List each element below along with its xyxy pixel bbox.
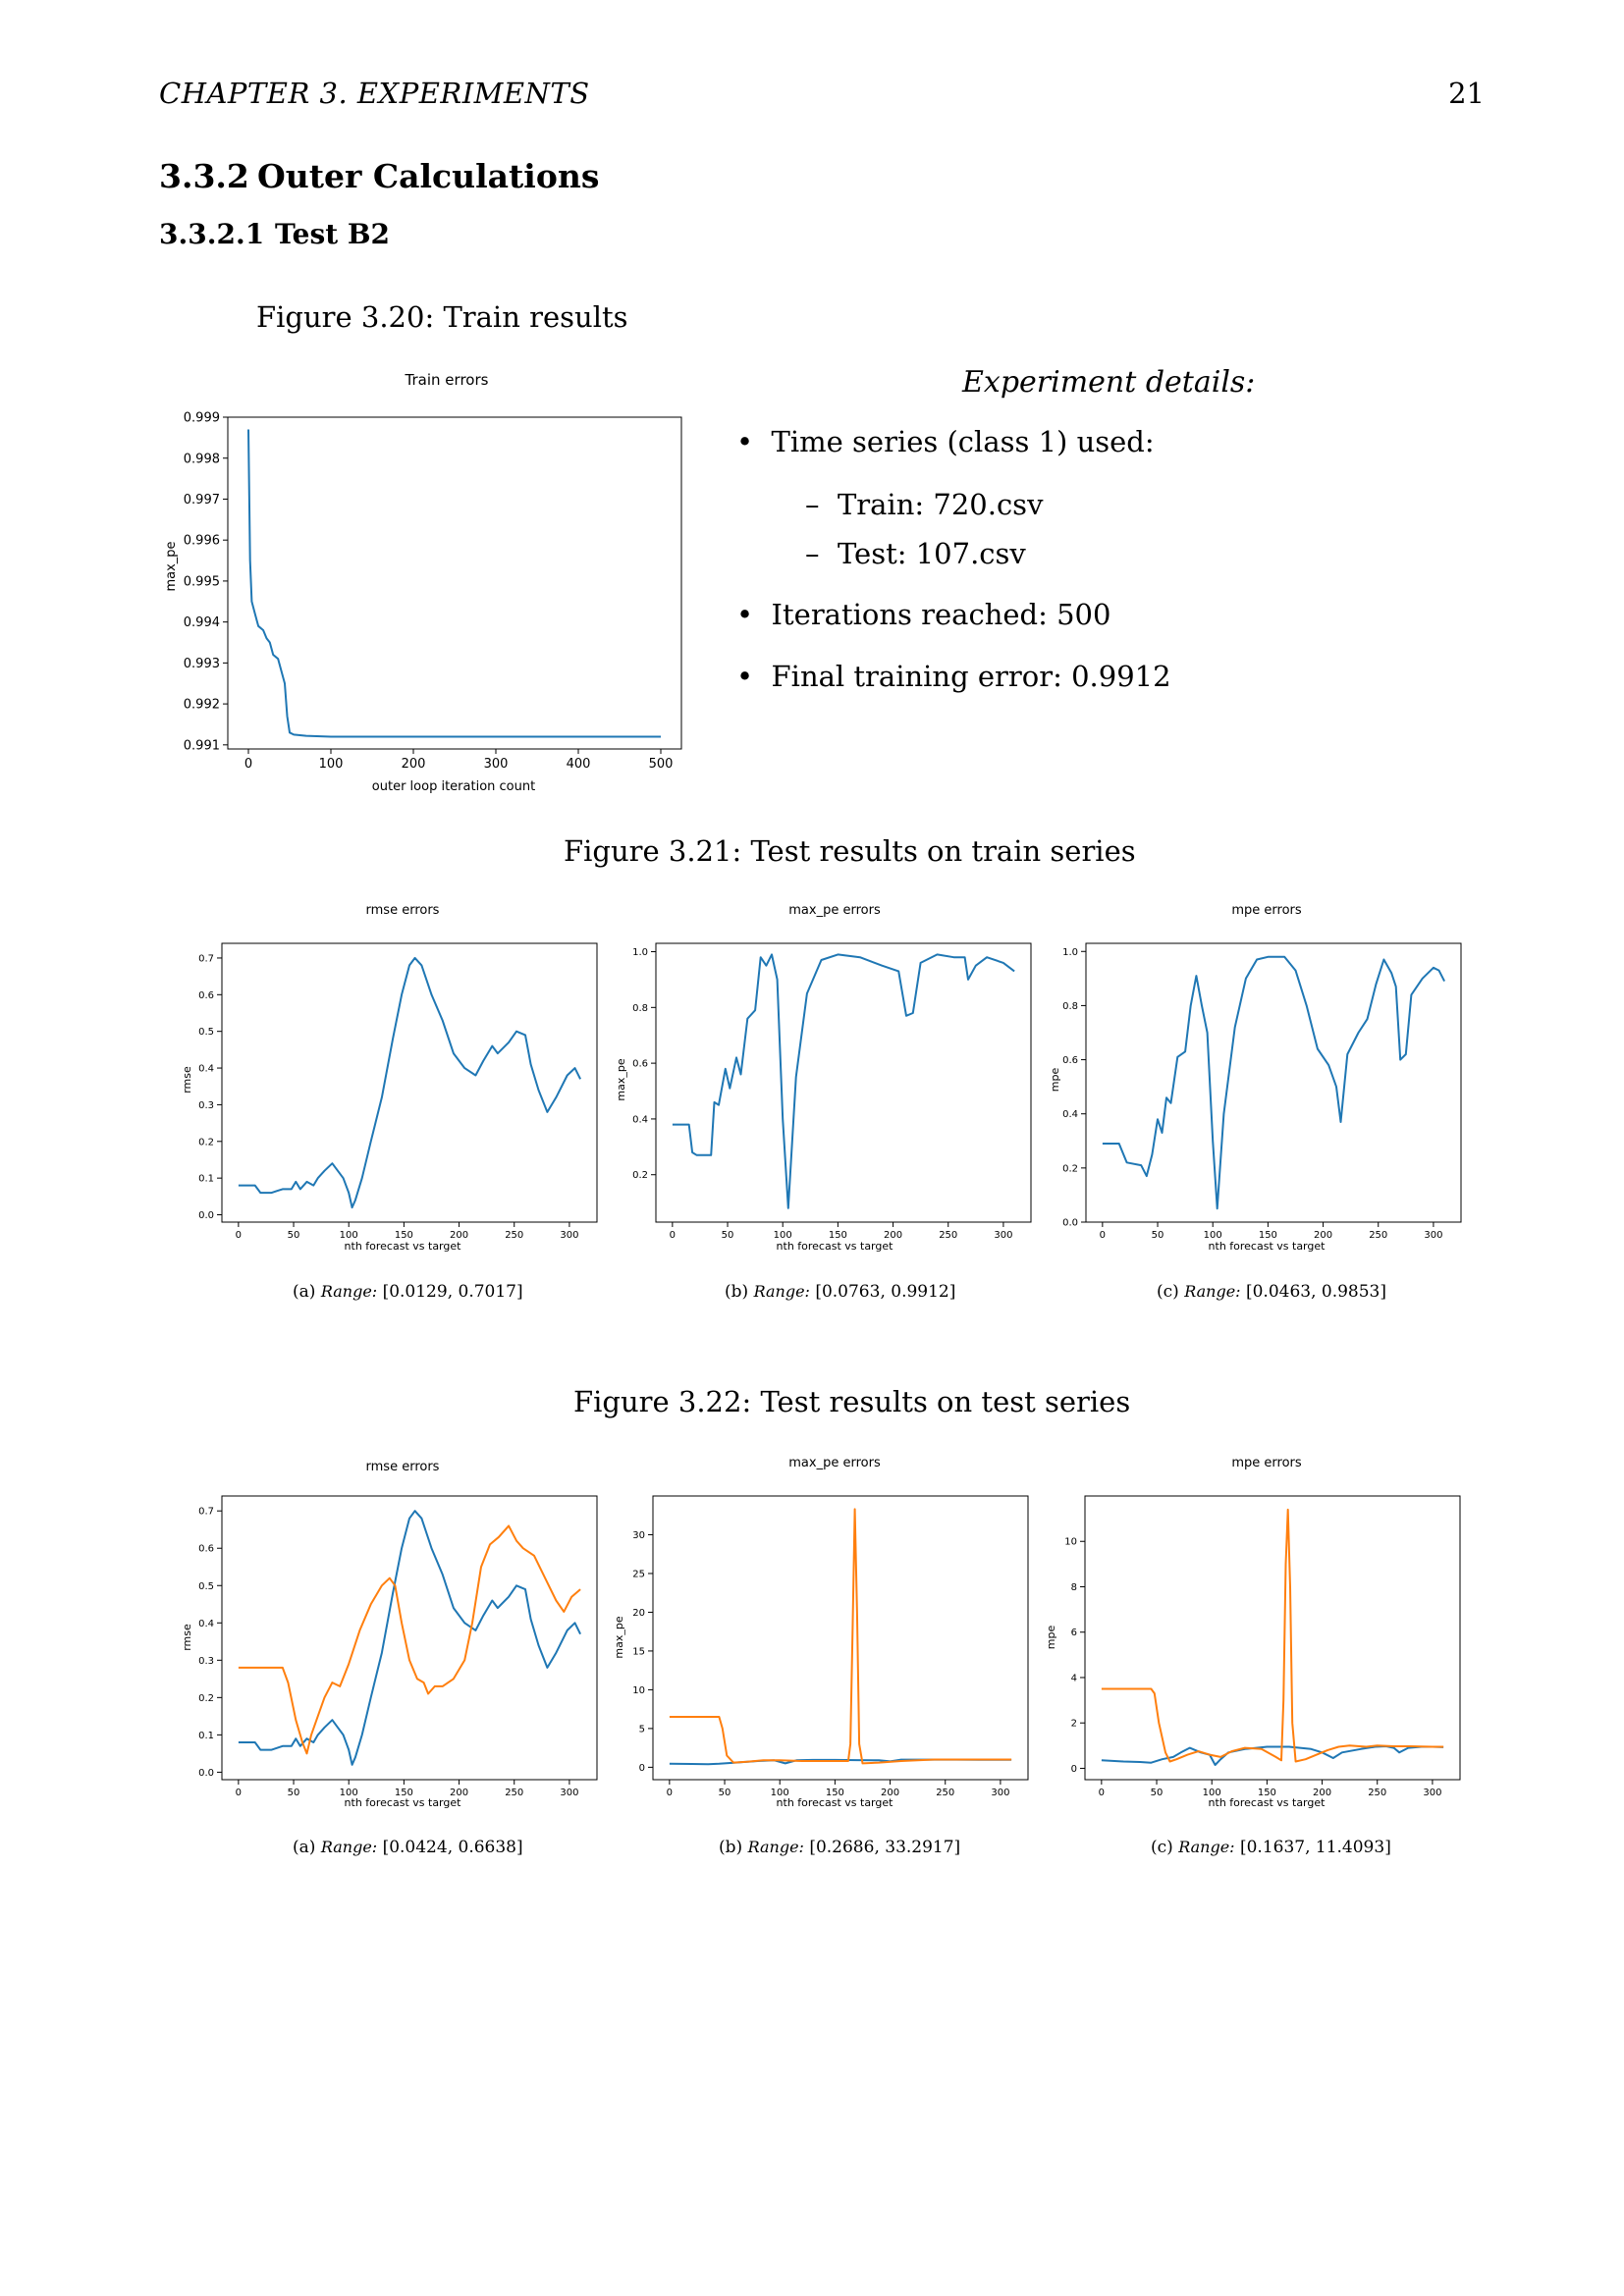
y-tick-label: 0.5 — [198, 1580, 214, 1592]
y-axis-label: max_pe — [164, 541, 179, 592]
y-tick-label: 0.4 — [198, 1618, 214, 1629]
y-tick-label: 0.6 — [198, 1543, 214, 1555]
y-tick-label: 0.995 — [183, 574, 220, 590]
y-tick-label: 0.8 — [1062, 1000, 1078, 1012]
x-tick-label: 100 — [339, 1788, 358, 1798]
y-tick-label: 5 — [638, 1724, 645, 1735]
detail-sub-item: – Test: 107.csv — [805, 537, 1026, 570]
x-tick-label: 0 — [666, 1788, 674, 1798]
x-tick-label: 200 — [881, 1788, 900, 1798]
x-tick-label: 300 — [1423, 1788, 1442, 1798]
x-tick-label: 300 — [991, 1788, 1010, 1798]
x-tick-label: 150 — [828, 1230, 847, 1241]
rmse-errors-chart-train — [167, 898, 599, 1252]
y-tick-label: 0 — [638, 1762, 645, 1774]
y-tick-label: 8 — [1070, 1581, 1077, 1593]
y-axis-label: rmse — [181, 1066, 193, 1094]
subcaption: (c) Range: [0.1637, 11.4093] — [1151, 1838, 1391, 1857]
chart-title: rmse errors — [365, 1460, 440, 1474]
plot-frame — [1086, 943, 1461, 1222]
series-line — [1103, 957, 1444, 1208]
x-axis-label: outer loop iteration count — [371, 779, 536, 794]
max-pe-errors-chart-test — [599, 1451, 1031, 1814]
y-tick-label: 0 — [1070, 1763, 1077, 1775]
subcaption: (c) Range: [0.0463, 0.9853] — [1157, 1282, 1387, 1302]
x-tick-label: 250 — [1369, 1230, 1388, 1241]
x-tick-label: 300 — [560, 1230, 579, 1241]
x-axis-label: nth forecast vs target — [776, 1240, 893, 1252]
detail-item: • Time series (class 1) used: — [736, 425, 1155, 458]
x-tick-label: 100 — [1202, 1788, 1221, 1798]
x-tick-label: 200 — [1313, 1788, 1332, 1798]
detail-sub-item: – Train: 720.csv — [805, 488, 1044, 521]
y-axis-label: mpe — [1045, 1625, 1057, 1650]
subsection-title: Test B2 — [275, 218, 391, 250]
y-tick-label: 10 — [632, 1684, 645, 1696]
y-tick-label: 0.0 — [1062, 1217, 1078, 1229]
x-tick-label: 50 — [1151, 1230, 1164, 1241]
y-tick-label: 0.3 — [198, 1099, 214, 1111]
x-tick-label: 100 — [773, 1230, 792, 1241]
y-tick-label: 0.1 — [198, 1173, 214, 1185]
x-tick-label: 50 — [287, 1230, 300, 1241]
y-axis-label: rmse — [181, 1624, 193, 1651]
x-tick-label: 0 — [1098, 1788, 1106, 1798]
x-tick-label: 50 — [718, 1788, 731, 1798]
rmse-errors-chart-test — [167, 1451, 599, 1814]
plot-frame — [653, 1496, 1028, 1780]
chart-title: max_pe errors — [788, 1456, 881, 1470]
y-tick-label: 0.7 — [198, 953, 214, 965]
x-tick-label: 300 — [1424, 1230, 1443, 1241]
y-tick-label: 0.6 — [1062, 1055, 1078, 1067]
series-line — [673, 954, 1014, 1207]
y-tick-label: 0.3 — [198, 1655, 214, 1667]
x-tick-label: 300 — [994, 1230, 1013, 1241]
subcaption: (b) Range: [0.0763, 0.9912] — [725, 1282, 956, 1302]
x-tick-label: 250 — [1368, 1788, 1387, 1798]
series-line — [1102, 1510, 1443, 1762]
y-tick-label: 6 — [1070, 1628, 1077, 1639]
x-tick-label: 50 — [721, 1230, 734, 1241]
mpe-errors-chart-train — [1035, 898, 1467, 1252]
section-title: Outer Calculations — [257, 157, 600, 195]
x-axis-label: nth forecast vs target — [1208, 1240, 1326, 1252]
plot-frame — [1085, 1496, 1460, 1780]
x-tick-label: 400 — [566, 757, 591, 772]
y-tick-label: 0.1 — [198, 1730, 214, 1741]
y-tick-label: 0.2 — [1062, 1163, 1078, 1175]
mpe-errors-chart-test — [1031, 1451, 1463, 1814]
y-tick-label: 25 — [632, 1569, 645, 1580]
y-tick-label: 0.6 — [198, 989, 214, 1001]
y-tick-label: 0.993 — [183, 656, 220, 671]
y-tick-label: 0.7 — [198, 1506, 214, 1518]
series-line — [248, 430, 661, 737]
y-tick-label: 0.996 — [183, 533, 220, 549]
y-tick-label: 2 — [1070, 1718, 1077, 1730]
x-tick-label: 150 — [1258, 1230, 1277, 1241]
y-tick-label: 0.998 — [183, 452, 220, 467]
x-axis-label: nth forecast vs target — [344, 1240, 461, 1252]
x-tick-label: 50 — [287, 1788, 300, 1798]
y-tick-label: 0.2 — [198, 1692, 214, 1704]
x-tick-label: 250 — [936, 1788, 955, 1798]
y-axis-label: mpe — [1049, 1067, 1061, 1093]
section-heading — [159, 157, 599, 195]
figure-3-22-caption: Figure 3.22: Test results on test series — [573, 1385, 1131, 1418]
x-tick-label: 0 — [244, 757, 253, 772]
x-tick-label: 0 — [235, 1788, 243, 1798]
y-tick-label: 30 — [632, 1529, 645, 1541]
series-line — [239, 958, 580, 1207]
page-number: 21 — [1448, 77, 1485, 110]
y-tick-label: 0.8 — [632, 1002, 648, 1014]
subsection-number: 3.3.2.1 — [159, 218, 265, 250]
y-tick-label: 1.0 — [632, 947, 648, 959]
y-tick-label: 0.4 — [632, 1114, 648, 1126]
detail-item: • Iterations reached: 500 — [736, 598, 1111, 631]
y-tick-label: 15 — [632, 1646, 645, 1658]
x-tick-label: 0 — [235, 1230, 243, 1241]
y-tick-label: 0.2 — [198, 1137, 214, 1148]
x-tick-label: 300 — [483, 757, 509, 772]
figure-3-20-caption: Figure 3.20: Train results — [256, 300, 628, 334]
y-axis-label: max_pe — [613, 1616, 625, 1659]
x-tick-label: 0 — [669, 1230, 677, 1241]
y-tick-label: 0.6 — [632, 1058, 648, 1070]
x-tick-label: 200 — [450, 1230, 469, 1241]
x-tick-label: 250 — [939, 1230, 958, 1241]
y-tick-label: 10 — [1064, 1536, 1077, 1548]
series-line — [670, 1509, 1011, 1763]
x-tick-label: 200 — [450, 1788, 469, 1798]
chart-title: max_pe errors — [788, 903, 881, 918]
x-tick-label: 100 — [770, 1788, 789, 1798]
x-tick-label: 300 — [560, 1788, 579, 1798]
subcaption: (b) Range: [0.2686, 33.2917] — [719, 1838, 961, 1857]
figure-3-21-caption: Figure 3.21: Test results on train series — [564, 834, 1136, 868]
y-tick-label: 0.997 — [183, 493, 220, 508]
series-line — [239, 1511, 580, 1765]
chart-title: rmse errors — [365, 903, 440, 918]
x-tick-label: 100 — [339, 1230, 358, 1241]
x-tick-label: 150 — [1257, 1788, 1276, 1798]
x-tick-label: 50 — [1150, 1788, 1164, 1798]
x-tick-label: 100 — [1203, 1230, 1222, 1241]
x-tick-label: 200 — [401, 757, 426, 772]
y-tick-label: 0.0 — [198, 1767, 214, 1779]
subsection-heading — [159, 218, 390, 250]
x-tick-label: 250 — [505, 1230, 524, 1241]
y-tick-label: 0.0 — [198, 1210, 214, 1222]
x-tick-label: 500 — [648, 757, 674, 772]
series-line — [239, 1525, 580, 1753]
y-tick-label: 0.2 — [632, 1170, 648, 1182]
y-tick-label: 0.999 — [183, 410, 220, 426]
plot-frame — [222, 1496, 597, 1780]
y-tick-label: 0.992 — [183, 697, 220, 713]
chart-title: Train errors — [405, 371, 489, 389]
experiment-details-title: Experiment details: — [962, 365, 1256, 400]
x-tick-label: 150 — [825, 1788, 844, 1798]
subcaption: (a) Range: [0.0129, 0.7017] — [293, 1282, 523, 1302]
max-pe-errors-chart-train — [601, 898, 1033, 1252]
detail-item: • Final training error: 0.9912 — [736, 660, 1171, 693]
x-tick-label: 150 — [394, 1788, 413, 1798]
train-errors-chart — [157, 363, 687, 795]
x-tick-label: 200 — [1314, 1230, 1333, 1241]
y-tick-label: 0.4 — [198, 1063, 214, 1075]
y-tick-label: 0.4 — [1062, 1109, 1078, 1121]
y-tick-label: 4 — [1070, 1673, 1077, 1684]
x-axis-label: nth forecast vs target — [776, 1796, 893, 1809]
x-tick-label: 150 — [394, 1230, 413, 1241]
x-tick-label: 100 — [318, 757, 344, 772]
x-tick-label: 0 — [1099, 1230, 1107, 1241]
y-tick-label: 0.5 — [198, 1027, 214, 1039]
running-head: CHAPTER 3. EXPERIMENTS — [159, 77, 590, 110]
x-tick-label: 250 — [505, 1788, 524, 1798]
x-axis-label: nth forecast vs target — [344, 1796, 461, 1809]
plot-frame — [228, 417, 681, 749]
y-tick-label: 0.994 — [183, 615, 220, 631]
plot-frame — [222, 943, 597, 1222]
chart-title: mpe errors — [1231, 1456, 1302, 1470]
plot-frame — [656, 943, 1031, 1222]
y-tick-label: 1.0 — [1062, 946, 1078, 958]
chart-title: mpe errors — [1231, 903, 1302, 918]
subcaption: (a) Range: [0.0424, 0.6638] — [293, 1838, 523, 1857]
section-number: 3.3.2 — [159, 157, 249, 195]
y-axis-label: max_pe — [615, 1058, 627, 1101]
y-tick-label: 0.991 — [183, 738, 220, 754]
y-tick-label: 20 — [632, 1607, 645, 1619]
x-axis-label: nth forecast vs target — [1208, 1796, 1326, 1809]
x-tick-label: 200 — [884, 1230, 903, 1241]
